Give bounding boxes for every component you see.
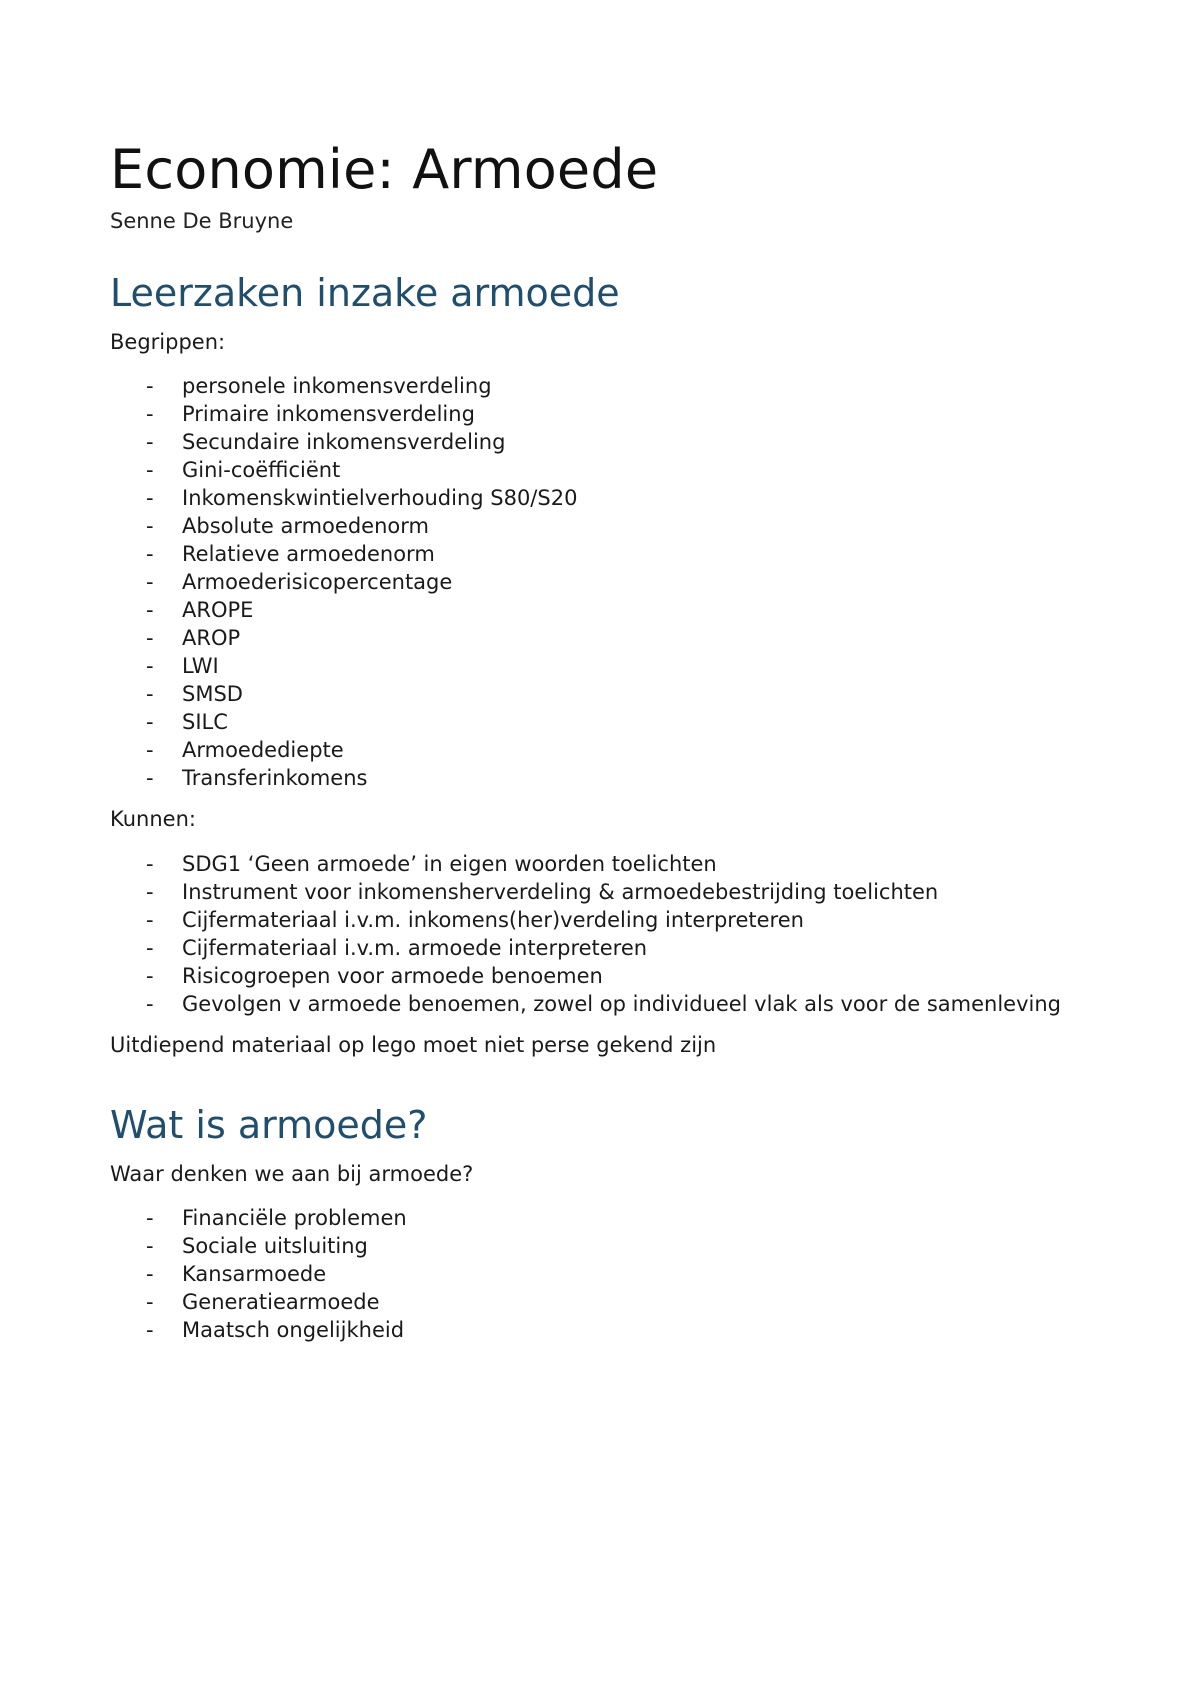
list-item-text: Financiële problemen bbox=[182, 1206, 407, 1231]
list-item bbox=[110, 708, 1090, 736]
bullet-dash: - bbox=[146, 991, 154, 1016]
bullet-dash: - bbox=[146, 598, 154, 623]
bullet-dash: - bbox=[146, 486, 154, 511]
list-item-text: Armoedediepte bbox=[182, 738, 344, 763]
section-spacer bbox=[110, 1075, 1090, 1105]
bullet-dash: - bbox=[146, 738, 154, 763]
bullet-dash: - bbox=[146, 458, 154, 483]
list-item-text: Relatieve armoedenorm bbox=[182, 542, 435, 567]
bullet-dash: - bbox=[146, 570, 154, 595]
list-item-text: personele inkomensverdeling bbox=[182, 374, 492, 399]
bullet-dash: - bbox=[146, 430, 154, 455]
list-item bbox=[110, 512, 1090, 540]
bullet-dash: - bbox=[146, 626, 154, 651]
bullet-dash: - bbox=[146, 1318, 154, 1343]
list-item-text: SILC bbox=[182, 710, 228, 735]
list-item-text: Instrument voor inkomensherverdeling & armoedebestrijding toelichten bbox=[182, 879, 939, 904]
bullet-dash: - bbox=[146, 963, 154, 988]
list-item-text: Sociale uitsluiting bbox=[182, 1234, 368, 1259]
list-item bbox=[110, 540, 1090, 568]
bullet-dash: - bbox=[146, 710, 154, 735]
bullet-dash: - bbox=[146, 907, 154, 932]
document-author: Senne De Bruyne bbox=[110, 209, 294, 234]
list-item-text: Cijfermateriaal i.v.m. inkomens(her)verdeling interpreteren bbox=[182, 907, 804, 932]
list-item bbox=[110, 1260, 1090, 1288]
list-item-text: SDG1 ‘Geen armoede’ in eigen woorden toelichten bbox=[182, 851, 717, 876]
document-page bbox=[110, 140, 1090, 1358]
list-item-text: Kansarmoede bbox=[182, 1262, 327, 1287]
list-item-text: Primaire inkomensverdeling bbox=[182, 402, 475, 427]
list-item bbox=[110, 680, 1090, 708]
bullet-dash: - bbox=[146, 1262, 154, 1287]
list-item bbox=[110, 456, 1090, 484]
bullet-dash: - bbox=[146, 374, 154, 399]
bullet-dash: - bbox=[146, 851, 154, 876]
list-item bbox=[110, 878, 1090, 906]
list-item-text: Risicogroepen voor armoede benoemen bbox=[182, 963, 603, 988]
list-item bbox=[110, 428, 1090, 456]
begrippen-list bbox=[110, 372, 1090, 792]
list-item bbox=[110, 934, 1090, 962]
list-item bbox=[110, 372, 1090, 400]
bullet-dash: - bbox=[146, 682, 154, 707]
list-item-text: LWI bbox=[182, 654, 219, 679]
list-item-text: Transferinkomens bbox=[182, 766, 368, 791]
list-item bbox=[110, 1288, 1090, 1316]
begrippen-label: Begrippen: bbox=[110, 330, 226, 355]
list-item bbox=[110, 990, 1090, 1018]
bullet-dash: - bbox=[146, 402, 154, 427]
list-item-text: Absolute armoedenorm bbox=[182, 514, 429, 539]
list-item-text: Inkomenskwintielverhouding S80/S20 bbox=[182, 486, 578, 511]
list-item-text: Cijfermateriaal i.v.m. armoede interpreteren bbox=[182, 935, 648, 960]
bullet-dash: - bbox=[146, 1290, 154, 1315]
bullet-dash: - bbox=[146, 1234, 154, 1259]
section-heading-leerzaken: Leerzaken inzake armoede bbox=[110, 271, 620, 316]
question-paragraph: Waar denken we aan bij armoede? bbox=[110, 1161, 474, 1186]
bullet-dash: - bbox=[146, 654, 154, 679]
list-item-text: Armoederisicopercentage bbox=[182, 570, 453, 595]
list-item-text: Secundaire inkomensverdeling bbox=[182, 430, 506, 455]
bullet-dash: - bbox=[146, 514, 154, 539]
list-item-text: AROPE bbox=[182, 598, 254, 623]
list-item bbox=[110, 736, 1090, 764]
list-item-text: Generatiearmoede bbox=[182, 1290, 380, 1315]
list-item bbox=[110, 568, 1090, 596]
list-item bbox=[110, 962, 1090, 990]
list-item-text: Maatsch ongelijkheid bbox=[182, 1318, 405, 1343]
bullet-dash: - bbox=[146, 935, 154, 960]
list-item bbox=[110, 764, 1090, 792]
list-item-text: AROP bbox=[182, 626, 241, 651]
armoede-aspects-list bbox=[110, 1204, 1090, 1344]
list-item bbox=[110, 1232, 1090, 1260]
list-item-text: SMSD bbox=[182, 682, 243, 707]
list-item bbox=[110, 1204, 1090, 1232]
list-item-text: Gevolgen v armoede benoemen, zowel op individueel vlak als voor de samenleving bbox=[182, 991, 1061, 1016]
bullet-dash: - bbox=[146, 542, 154, 567]
kunnen-list bbox=[110, 850, 1090, 1018]
list-item bbox=[110, 400, 1090, 428]
bullet-dash: - bbox=[146, 1206, 154, 1231]
kunnen-label: Kunnen: bbox=[110, 807, 196, 832]
list-item bbox=[110, 906, 1090, 934]
list-item bbox=[110, 1316, 1090, 1344]
list-item bbox=[110, 652, 1090, 680]
document-title: Economie: Armoede bbox=[110, 138, 659, 201]
list-item bbox=[110, 484, 1090, 512]
list-item bbox=[110, 850, 1090, 878]
note-paragraph: Uitdiepend materiaal op lego moet niet perse gekend zijn bbox=[110, 1032, 717, 1057]
list-item-text: Gini-coëfficiënt bbox=[182, 458, 341, 483]
bullet-dash: - bbox=[146, 766, 154, 791]
list-item bbox=[110, 624, 1090, 652]
bullet-dash: - bbox=[146, 879, 154, 904]
section-heading-wat-is-armoede: Wat is armoede? bbox=[110, 1103, 428, 1148]
list-item bbox=[110, 596, 1090, 624]
